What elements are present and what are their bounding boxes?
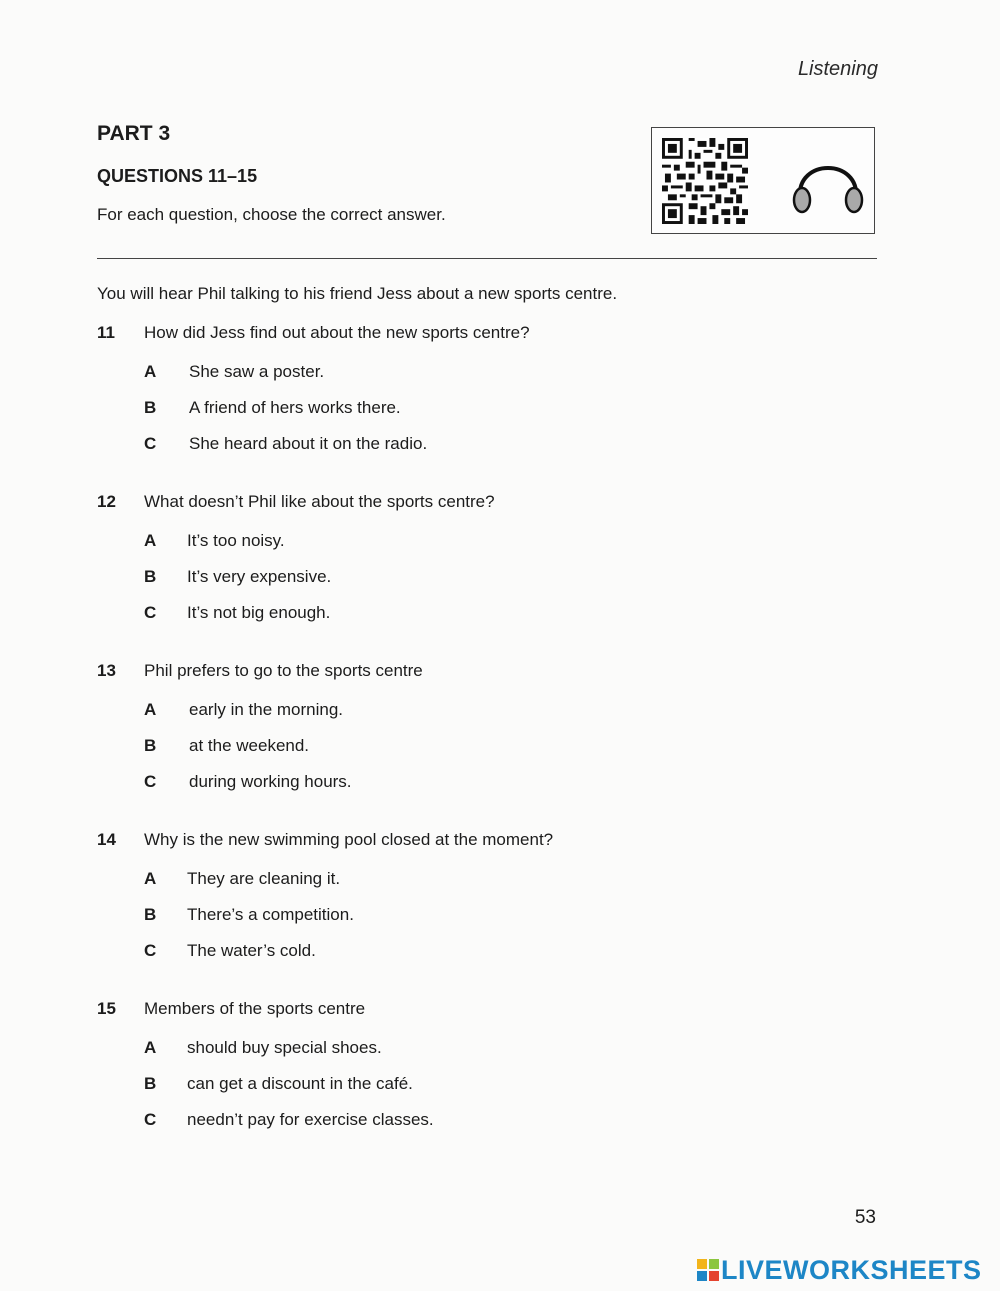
part-title: PART 3 [97, 122, 171, 145]
option-letter: C [144, 603, 157, 622]
question-number: 14 [97, 830, 116, 849]
qr-code-icon[interactable] [662, 138, 748, 224]
question-number: 15 [97, 999, 116, 1018]
question-text: How did Jess find out about the new sports centre? [144, 323, 530, 342]
question-text: Phil prefers to go to the sports centre [144, 661, 423, 680]
option-letter: A [144, 531, 157, 550]
option-letter: B [144, 736, 157, 755]
option-letter: C [144, 434, 157, 453]
option-letter: C [144, 772, 157, 791]
option-text: It’s very expensive. [187, 567, 332, 586]
option-letter: B [144, 905, 157, 924]
option-letter: A [144, 869, 157, 888]
audio-media-box [651, 127, 875, 234]
option-letter: B [144, 567, 157, 586]
question-number: 13 [97, 661, 116, 680]
option-text: A friend of hers works there. [189, 398, 401, 417]
option-text: should buy special shoes. [187, 1038, 382, 1057]
option-text: can get a discount in the café. [187, 1074, 413, 1093]
liveworksheets-brand[interactable] [697, 1256, 982, 1284]
option-letter: A [144, 1038, 157, 1057]
option-text: She saw a poster. [189, 362, 325, 381]
option-text: early in the morning. [189, 700, 344, 719]
option-text: during working hours. [189, 772, 352, 791]
question-number: 11 [97, 323, 115, 342]
question-text: What doesn’t Phil like about the sports centre? [144, 492, 495, 511]
option-text: needn’t pay for exercise classes. [187, 1110, 434, 1129]
page-number: 53 [854, 1207, 876, 1228]
questions-range: QUESTIONS 11–15 [97, 166, 258, 186]
option-letter: B [144, 398, 157, 417]
question-number: 12 [97, 492, 116, 511]
headphones-icon [788, 146, 868, 220]
liveworksheets-logo-icon [697, 1259, 719, 1281]
option-text: They are cleaning it. [187, 869, 341, 888]
option-text: at the weekend. [189, 736, 310, 755]
option-letter: C [144, 941, 157, 960]
option-letter: A [144, 362, 157, 381]
divider [97, 258, 877, 259]
section-label: Listening [797, 58, 878, 80]
option-text: She heard about it on the radio. [189, 434, 428, 453]
option-text: The water’s cold. [187, 941, 316, 960]
instruction-text: For each question, choose the correct answer. [97, 205, 446, 224]
brand-name: LIVEWORKSHEETS [721, 1254, 982, 1285]
question-text: Members of the sports centre [144, 999, 366, 1018]
option-letter: C [144, 1110, 157, 1129]
listening-intro: You will hear Phil talking to his friend Jess about a new sports centre. [97, 284, 618, 303]
option-letter: B [144, 1074, 157, 1093]
option-text: It’s not big enough. [187, 603, 331, 622]
option-text: There’s a competition. [187, 905, 354, 924]
option-letter: A [144, 700, 157, 719]
option-text: It’s too noisy. [187, 531, 285, 550]
question-text: Why is the new swimming pool closed at the moment? [144, 830, 554, 849]
